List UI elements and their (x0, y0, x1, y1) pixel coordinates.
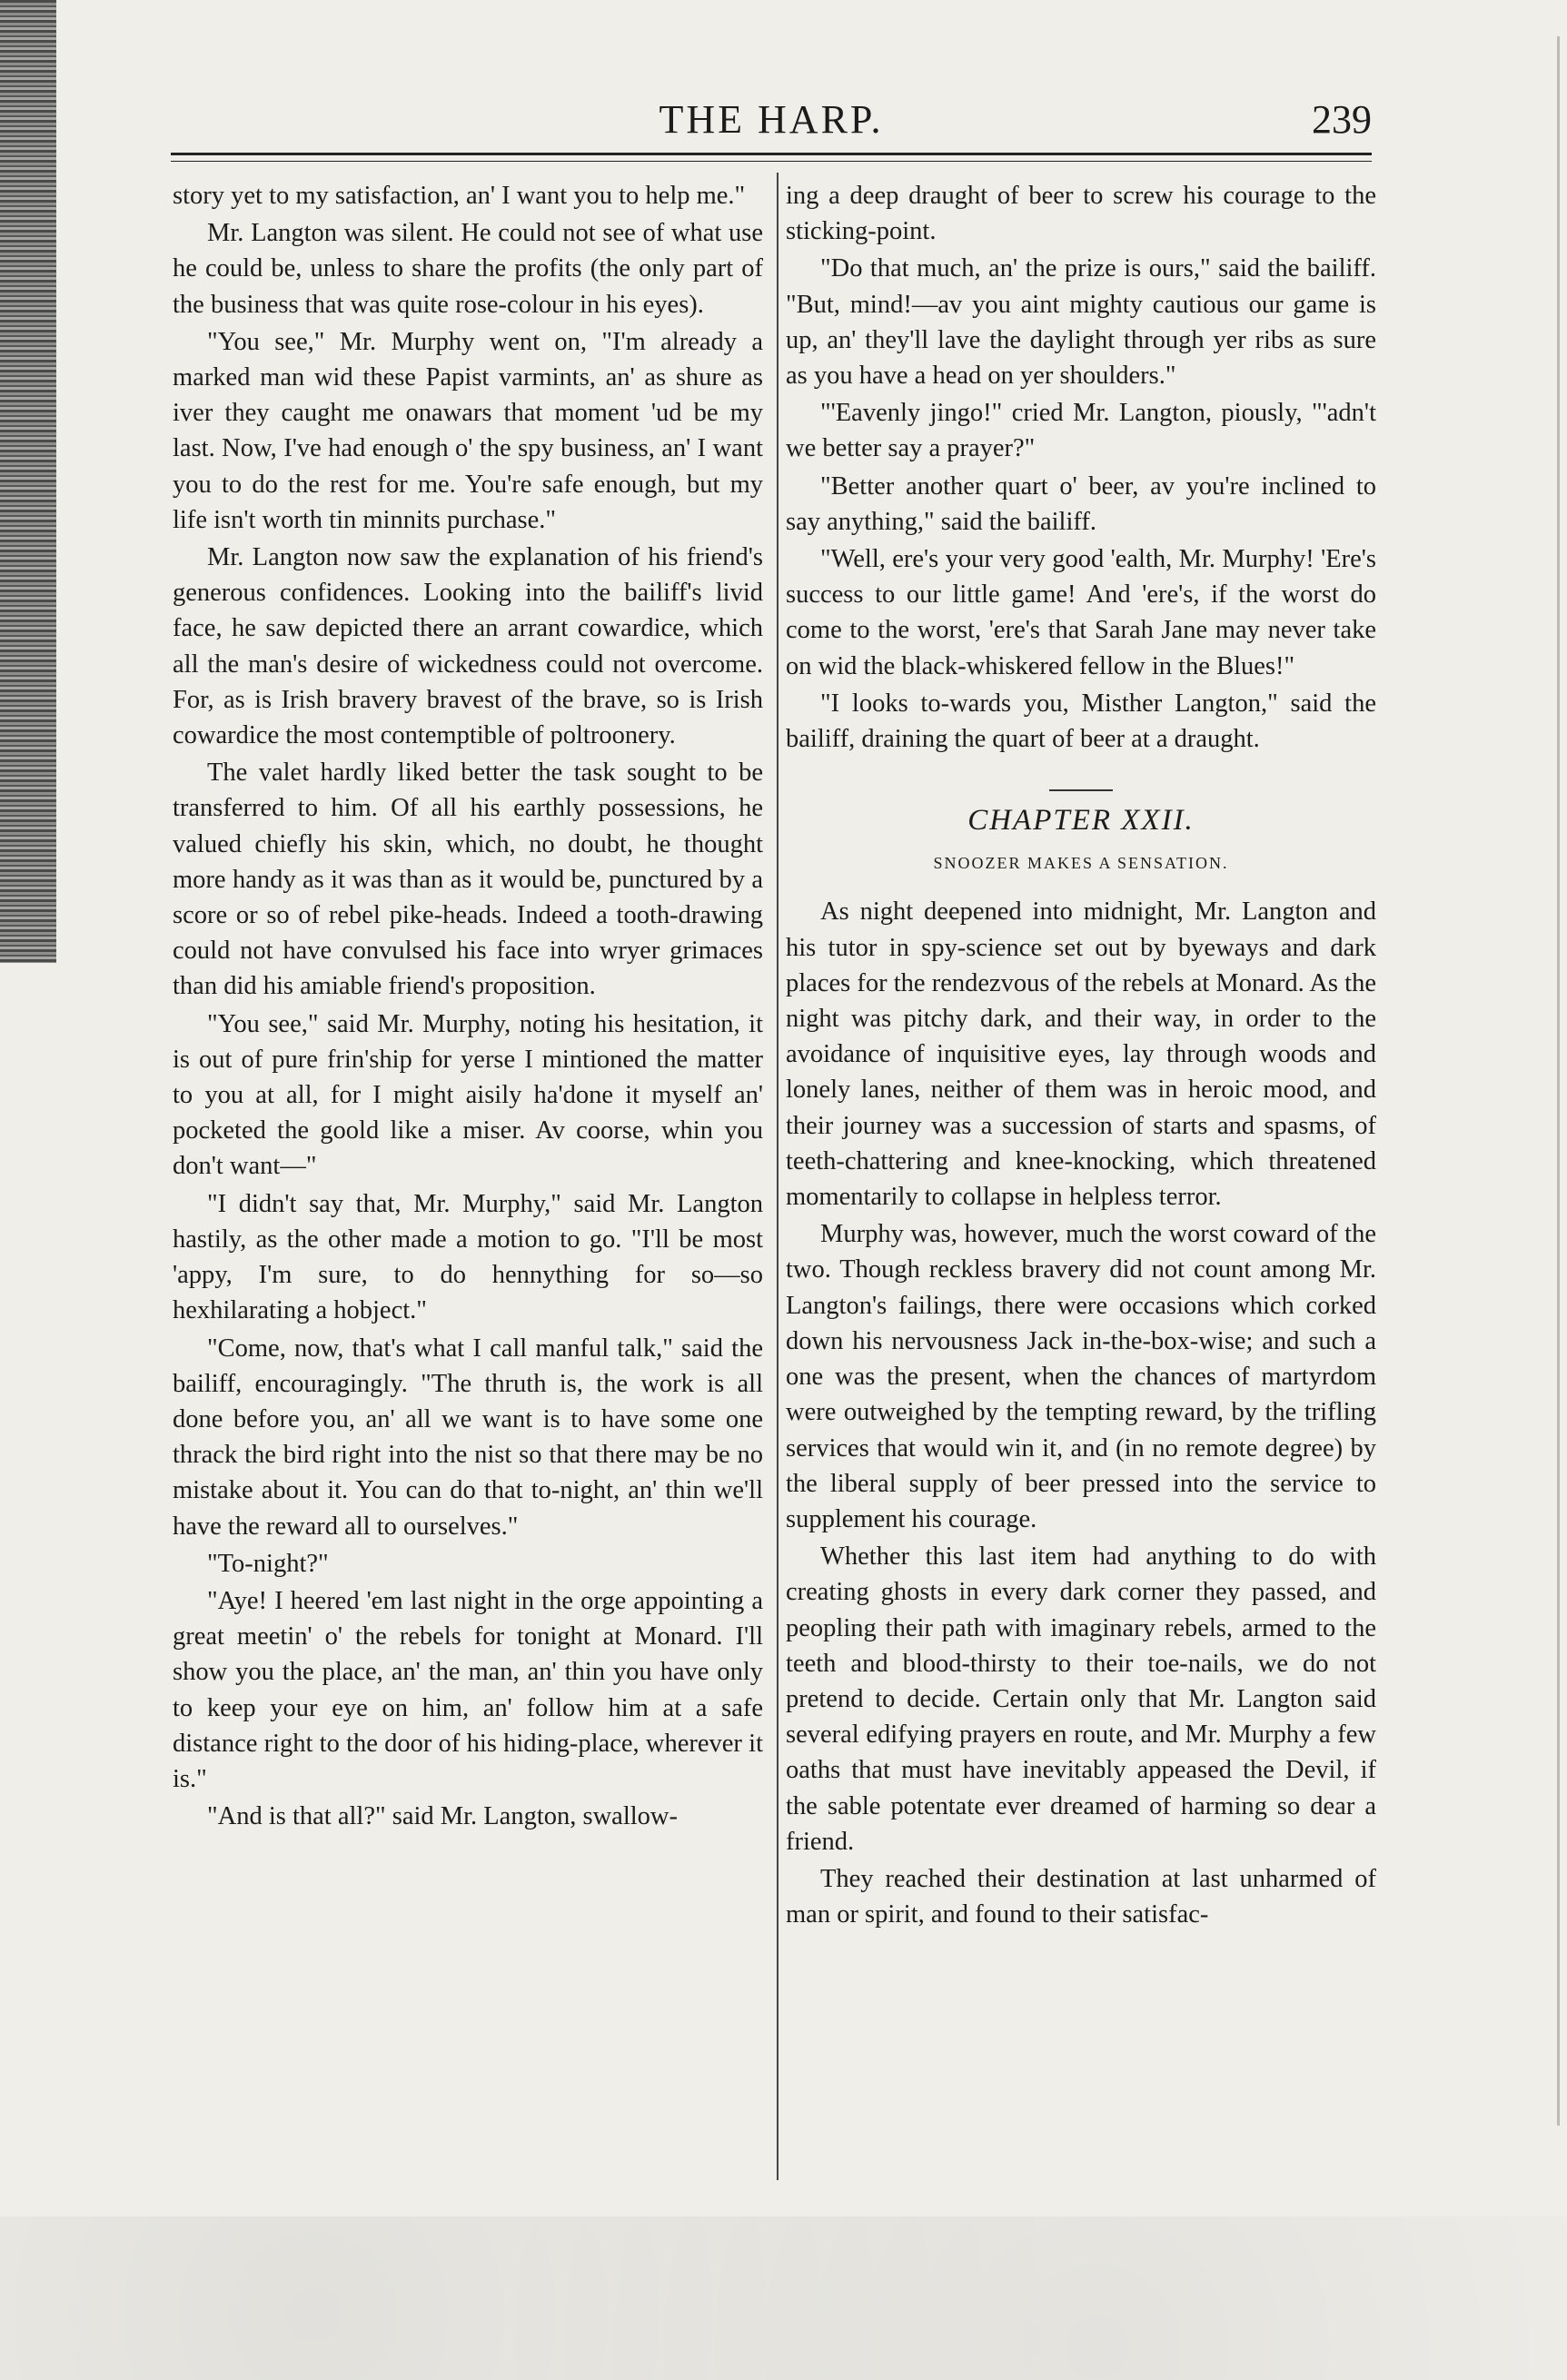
paragraph: "Well, ere's your very good 'ealth, Mr. Murphy! 'Ere's success to our little game! And 'ere's, if the worst do come to the worst, 'ere's that Sarah Jane may never take on wid the black-whiskered fellow in the Blues!" (786, 545, 1376, 680)
column-divider (777, 173, 779, 2180)
paragraph: "Aye! I heered 'em last night in the orge appointing a great meetin' o' the rebels for tonight at Monard. I'll show you the place, an' the man, an' thin you have only to keep your eye on him, an' follow him at a safe distance right to the door of his hiding-place, wherever it is." (173, 1586, 763, 1793)
page-edge (1557, 36, 1560, 2126)
paragraph: The valet hardly liked better the task sought to be transferred to him. Of all his earthly possessions, he valued chiefly his skin, which, no doubt, he thought more handy as it was than as it would be, punctured by a score or so of rebel pike-heads. Indeed a tooth-drawing could not have convulsed his face into wryer grimaces than did his amiable friend's proposition. (173, 759, 763, 1001)
paragraph: "You see," Mr. Murphy went on, "I'm already a marked man wid these Papist varmints, an' as shure as iver they caught me onawars that moment 'ud be my last. Now, I've had enough o' the spy business, an' I want you to do the rest for me. You're safe enough, but my life isn't worth tin minnits purchase." (173, 327, 763, 534)
paragraph: ing a deep draught of beer to screw his courage to the sticking-point. (786, 182, 1376, 246)
paragraph: "'Eavenly jingo!" cried Mr. Langton, piously, "'adn't we better say a prayer?" (786, 399, 1376, 463)
page-number: 239 (1312, 97, 1372, 142)
paragraph: Mr. Langton now saw the explanation of his friend's generous confidences. Looking into the bailiff's livid face, he saw depicted there an arrant cowardice, which all the man's desire of wickedness could not overcome. For, as is Irish bravery bravest of the brave, so is Irish cowardice the most contemptible of poltroonery. (173, 543, 763, 750)
chapter-heading (786, 789, 1376, 881)
page-header (171, 91, 1372, 154)
paragraph: "Do that much, an' the prize is ours," said the bailiff. "But, mind!—av you aint mighty cautious our game is up, an' they'll lave the daylight through yer ribs as sure as you have a head on yer shoulders." (786, 254, 1376, 391)
right-column (786, 178, 1376, 1934)
paragraph: Whether this last item had anything to do with creating ghosts in every dark corner they passed, and peopling their path with imaginary rebels, armed to the teeth and blood-thirsty to their toe-nails, we do not pretend to decide. Certain only that Mr. Langton said several edifying prayers en route, and Mr. Murphy a few oaths that must have inevitably appeased the Devil, if the sable potentate ever dreamed of harming so dear a friend. (786, 1542, 1376, 1856)
paragraph: "You see," said Mr. Murphy, noting his hesitation, it is out of pure frin'ship for yerse I mintioned the matter to you at all, for I might aisily ha'done it myself an' pocketed the goold like a miser. Av coorse, whin you don't want—" (173, 1009, 763, 1181)
header-rule-thin (171, 161, 1372, 162)
chapter-rule (1049, 789, 1113, 791)
header-rule (171, 153, 1372, 155)
paragraph: "I looks to-wards you, Misther Langton," said the bailiff, draining the quart of beer at a draught. (786, 689, 1376, 754)
paragraph: "Come, now, that's what I call manful talk," said the bailiff, encouragingly. "The thruth is, the work is all done before you, an' all we want is to have some one thrack the bird right into the nist so that there may be no mistake about it. You can do that to-night, an' thin we'll have the reward all to ourselves." (173, 1334, 763, 1541)
paragraph: Mr. Langton was silent. He could not see of what use he could be, unless to share the profits (the only part of the business that was quite rose-colour in his eyes). (173, 219, 763, 319)
chapter-title: CHAPTER XXII. (967, 804, 1195, 838)
paragraph: As night deepened into midnight, Mr. Langton and his tutor in spy-science set out by byeways and dark places for the rendezvous of the rebels at Monard. As the night was pitchy dark, and their way, in order to the avoidance of inquisitive eyes, lay through woods and lonely lanes, neither of them was in heroic mood, and their journey was a succession of starts and spasms, of teeth-chattering and knee-knocking, which threatened momentarily to collapse in helpless terror. (786, 897, 1376, 1212)
left-column (173, 178, 763, 1836)
paragraph: "Better another quart o' beer, av you're inclined to say anything," said the bailiff. (786, 471, 1376, 536)
paragraph: "And is that all?" said Mr. Langton, swallow- (207, 1802, 678, 1831)
paragraph: They reached their destination at last unharmed of man or spirit, and found to their satisfac- (786, 1864, 1376, 1929)
paragraph: "I didn't say that, Mr. Murphy," said Mr. Langton hastily, as the other made a motion to go. "I'll be most 'appy, I'm sure, to do hennything for so—so hexhilarating a hobject." (173, 1189, 763, 1325)
paragraph: story yet to my satisfaction, an' I want you to help me." (173, 182, 746, 210)
binding-edge (0, 0, 56, 963)
paragraph: Murphy was, however, much the worst coward of the two. Though reckless bravery did not count among Mr. Langton's failings, there were occasions which corked down his nervousness Jack in-the-box-wise; and such a one was the present, when the chances of martyrdom were outweighed by the tempting reward, by the trifling services that would win it, and (in no remote degree) by the liberal supply of beer pressed into the service to supplement his courage. (786, 1220, 1376, 1533)
running-title: THE HARP. (659, 97, 884, 142)
chapter-subtitle: SNOOZER MAKES A SENSATION. (933, 854, 1229, 873)
paper-texture (0, 2216, 1567, 2380)
paragraph: "To-night?" (207, 1549, 329, 1578)
